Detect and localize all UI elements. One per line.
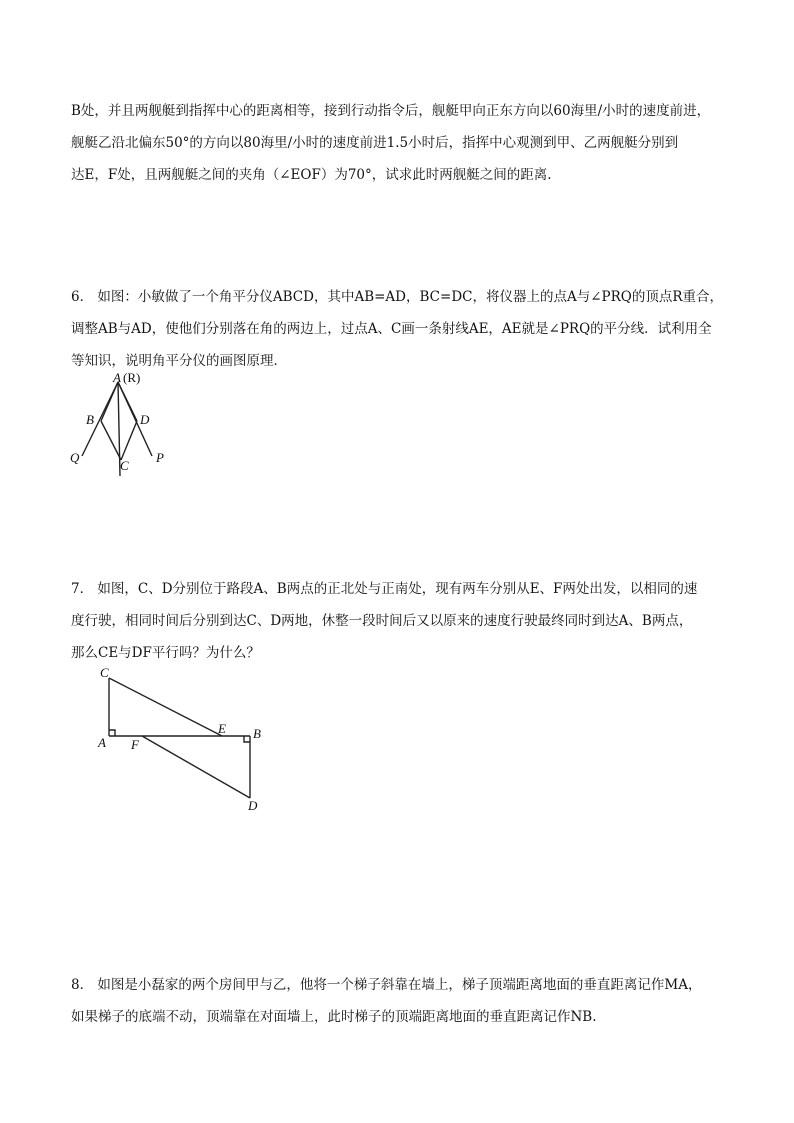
label-e: E — [218, 721, 226, 736]
segment-ad — [118, 382, 137, 421]
label-q: Q — [70, 450, 80, 465]
problem-8 — [71, 969, 761, 1033]
segment-bc — [101, 421, 121, 460]
text-line: 如果梯子的底端不动，顶端靠在对面墙上，此时梯子的顶端距离地面的垂直距离记作NB. — [71, 1009, 597, 1025]
text-line: 达E，F处，且两舰艇之间的夹角（∠EOF）为70°，试求此时两舰艇之间的距离. — [71, 167, 552, 183]
label-b: B — [253, 726, 261, 741]
label-r: (R) — [123, 370, 141, 385]
right-angle-b — [244, 736, 250, 742]
angle-bisector-figure — [60, 368, 180, 483]
label-c: C — [120, 458, 129, 473]
text-line: 调整AB与AD，使他们分别落在角的两边上，过点A、C画一条射线AE，AE就是∠PRQ的平分线．试利用全 — [71, 321, 712, 337]
text-line: 8． 如图是小磊家的两个房间甲与乙，他将一个梯子斜靠在墙上，梯子顶端距离地面的垂直距离记作MA， — [71, 977, 702, 993]
segment-ab — [101, 382, 118, 421]
segment-dc — [121, 421, 137, 460]
problem-7 — [71, 573, 761, 669]
label-a: A — [113, 370, 121, 385]
right-angle-a — [109, 730, 115, 736]
parallel-roads-figure — [90, 660, 280, 818]
text-line: B处，并且两舰艇到指挥中心的距离相等，接到行动指令后，舰艇甲向正东方向以60海里/小时的速度前进， — [71, 103, 711, 119]
label-p: P — [156, 450, 164, 465]
problem-6 — [71, 281, 761, 377]
text-line: 度行驶，相同时间后分别到达C、D两地，休整一段时间后又以原来的速度行驶最终同时到达A、B两点， — [71, 613, 693, 629]
segment-ce — [109, 678, 222, 736]
problem-5-continuation — [71, 95, 761, 191]
text-line: 7． 如图，C、D分别位于路段A、B两点的正北处与正南处，现有两车分别从E、F两处出发，以相同的速 — [71, 581, 698, 597]
label-d: D — [140, 412, 150, 427]
text-line: 6． 如图：小敏做了一个角平分仪ABCD，其中AB=AD，BC=DC，将仪器上的点A与∠PRQ的顶点R重合， — [71, 289, 724, 305]
segment-fd — [142, 736, 250, 798]
text-line: 等知识，说明角平分仪的画图原理． — [71, 353, 287, 369]
label-a: A — [98, 735, 106, 750]
text-line: 舰艇乙沿北偏东50°的方向以80海里/小时的速度前进1.5小时后，指挥中心观测到甲、乙两舰艇分别到 — [71, 135, 679, 151]
label-d: D — [248, 798, 258, 813]
label-b: B — [86, 412, 94, 427]
label-c: C — [100, 665, 109, 680]
label-f: F — [131, 737, 139, 752]
text-line: 那么CE与DF平行吗？为什么？ — [71, 645, 260, 661]
